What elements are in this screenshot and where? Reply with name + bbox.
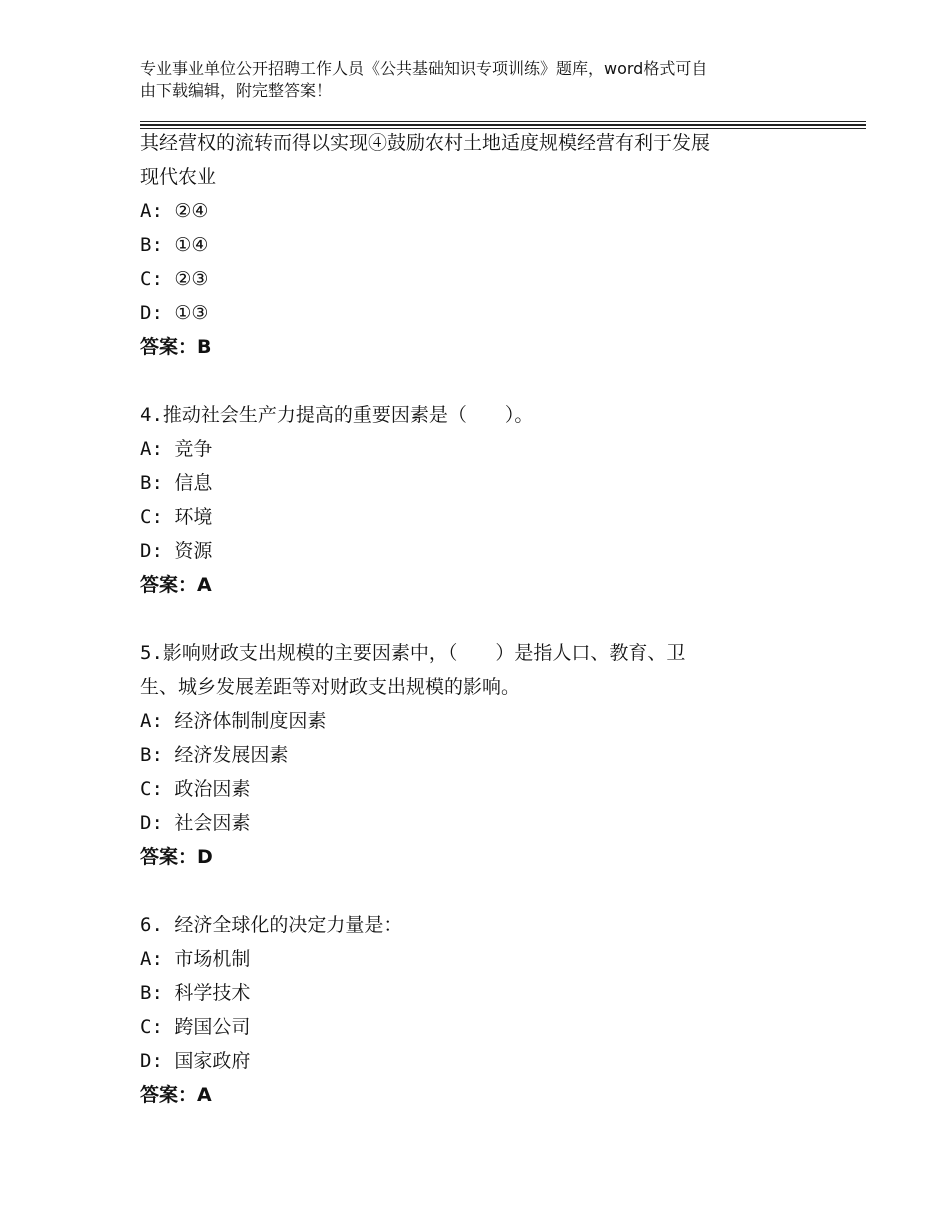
option-d: D: ①③	[140, 302, 209, 324]
question-4	[140, 398, 820, 602]
header-line-2: 由下载编辑，附完整答案！	[140, 81, 333, 100]
answer-label: 答案：D	[140, 846, 213, 868]
option-c: C: ②③	[140, 268, 209, 290]
option-c: C: 跨国公司	[140, 1016, 251, 1038]
header-line-1: 专业事业单位公开招聘工作人员《公共基础知识专项训练》题库，word格式可自	[140, 59, 708, 78]
option-c: C: 环境	[140, 506, 213, 528]
option-d: D: 社会因素	[140, 812, 251, 834]
question-text-line: 6. 经济全球化的决定力量是：	[140, 914, 403, 936]
spacer	[140, 364, 820, 398]
option-b: B: 信息	[140, 472, 213, 494]
answer-label: 答案：A	[140, 574, 212, 596]
question-content	[140, 126, 820, 1112]
option-b: B: ①④	[140, 234, 209, 256]
question-6	[140, 908, 820, 1112]
option-c: C: 政治因素	[140, 778, 251, 800]
option-a: A: 市场机制	[140, 948, 251, 970]
question-text-line: 4.推动社会生产力提高的重要因素是（ ）。	[140, 404, 534, 426]
option-a: A: 经济体制制度因素	[140, 710, 327, 732]
option-a: A: 竞争	[140, 438, 213, 460]
page-header	[140, 58, 810, 102]
question-text-line: 其经营权的流转而得以实现④鼓励农村土地适度规模经营有利于发展	[140, 132, 711, 154]
answer-label: 答案：A	[140, 1084, 212, 1106]
option-d: D: 国家政府	[140, 1050, 251, 1072]
option-a: A: ②④	[140, 200, 209, 222]
option-b: B: 科学技术	[140, 982, 251, 1004]
question-text-line: 5.影响财政支出规模的主要因素中，（ ）是指人口、教育、卫	[140, 642, 686, 664]
option-b: B: 经济发展因素	[140, 744, 289, 766]
spacer	[140, 602, 820, 636]
question-5	[140, 636, 820, 874]
question-3-continuation	[140, 126, 820, 364]
option-d: D: 资源	[140, 540, 213, 562]
spacer	[140, 874, 820, 908]
answer-label: 答案：B	[140, 336, 212, 358]
question-text-line: 现代农业	[140, 166, 217, 188]
question-text-line: 生、城乡发展差距等对财政支出规模的影响。	[140, 676, 521, 698]
header-rule-top	[140, 121, 866, 122]
